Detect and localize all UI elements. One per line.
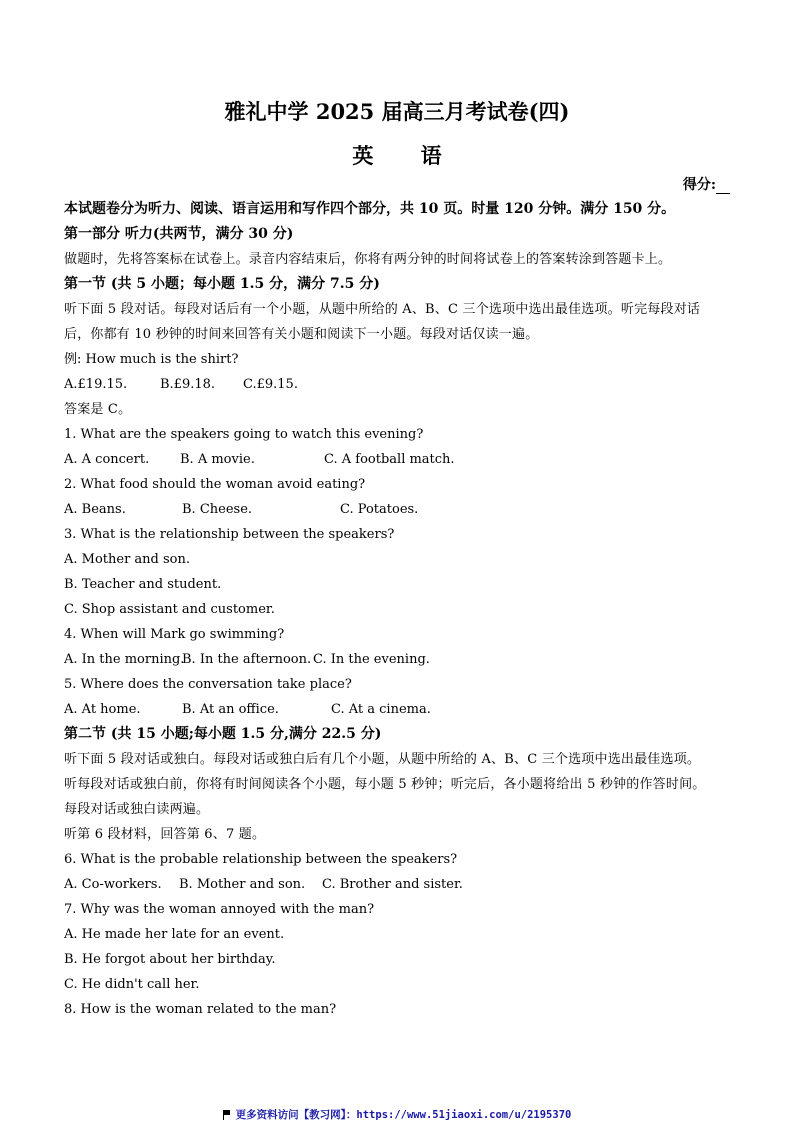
subject-title: 英 语 bbox=[352, 143, 462, 168]
part1-heading: 第一部分 听力(共两节，满分 30 分) bbox=[64, 226, 294, 242]
exam-title: 雅礼中学 2025 届高三月考试卷(四) bbox=[224, 99, 570, 124]
option-c: C. A football match. bbox=[324, 452, 455, 467]
score-label: 得分: bbox=[682, 177, 716, 193]
option-c: C. Shop assistant and customer. bbox=[64, 602, 275, 617]
question-options bbox=[64, 872, 734, 897]
footer-link[interactable] bbox=[0, 1107, 794, 1122]
option-a: A. At home. bbox=[64, 702, 141, 717]
flag-icon bbox=[223, 1110, 231, 1119]
question-stem: 1. What are the speakers going to watch this evening? bbox=[64, 427, 424, 442]
option-a: A. Mother and son. bbox=[64, 552, 191, 567]
option-c: C. At a cinema. bbox=[331, 702, 431, 717]
option-c: C. In the evening. bbox=[313, 652, 430, 667]
question-stem: 2. What food should the woman avoid eating? bbox=[64, 477, 366, 492]
option-b: B. A movie. bbox=[180, 452, 255, 467]
question-options bbox=[64, 697, 734, 722]
example-option-a: A.£19.15. bbox=[64, 377, 128, 392]
option-a: A. A concert. bbox=[64, 452, 150, 467]
option-a: A. In the morning. bbox=[64, 652, 185, 667]
question-options bbox=[64, 447, 734, 472]
example-options bbox=[64, 372, 734, 397]
option-b: B. At an office. bbox=[182, 702, 279, 717]
option-b: B. Teacher and student. bbox=[64, 577, 222, 592]
section1-heading: 第一节 (共 5 小题；每小题 1.5 分，满分 7.5 分) bbox=[64, 276, 380, 292]
option-a: A. He made her late for an event. bbox=[64, 927, 285, 942]
question-stem: 3. What is the relationship between the speakers? bbox=[64, 527, 395, 542]
section1-instruction-cont: 后，你都有 10 秒钟的时间来回答有关小题和阅读下一小题。每段对话仅读一遍。 bbox=[64, 327, 539, 342]
question-options bbox=[64, 497, 734, 522]
example-answer: 答案是 C。 bbox=[64, 402, 132, 417]
question-stem: 8. How is the woman related to the man? bbox=[64, 1002, 337, 1017]
section2-instruction-end: 每段对话或独白读两遍。 bbox=[64, 802, 210, 817]
option-c: C. Brother and sister. bbox=[322, 877, 463, 892]
option-a: A. Co-workers. bbox=[64, 877, 162, 892]
section2-instruction-cont: 听每段对话或独白前，你将有时间阅读各个小题，每小题 5 秒钟；听完后，各小题将给出 5 秒钟的作答时间。 bbox=[64, 777, 706, 792]
exam-content bbox=[64, 197, 734, 1022]
question-options bbox=[64, 647, 734, 672]
option-a: A. Beans. bbox=[64, 502, 126, 517]
option-b: B. Cheese. bbox=[182, 502, 253, 517]
question-stem: 4. When will Mark go swimming? bbox=[64, 627, 285, 642]
option-c: C. He didn't call her. bbox=[64, 977, 200, 992]
option-b: B. He forgot about her birthday. bbox=[64, 952, 276, 967]
score-blank bbox=[716, 177, 730, 194]
part1-instruction: 做题时，先将答案标在试卷上。录音内容结束后，你将有两分钟的时间将试卷上的答案转涂到答题卡上。 bbox=[64, 252, 672, 267]
question-stem: 5. Where does the conversation take place? bbox=[64, 677, 352, 692]
material-note: 听第 6 段材料，回答第 6、7 题。 bbox=[64, 827, 266, 842]
option-b: B. In the afternoon. bbox=[182, 652, 312, 667]
example-option-c: C.£9.15. bbox=[243, 377, 298, 392]
example-option-b: B.£9.18. bbox=[160, 377, 216, 392]
score-field bbox=[683, 174, 730, 194]
intro-text: 本试题卷分为听力、阅读、语言运用和写作四个部分，共 10 页。时量 120 分钟。满分 150 分。 bbox=[64, 201, 676, 217]
section2-heading: 第二节 (共 15 小题;每小题 1.5 分,满分 22.5 分) bbox=[64, 726, 382, 742]
option-c: C. Potatoes. bbox=[340, 502, 419, 517]
section1-instruction: 听下面 5 段对话。每段对话后有一个小题，从题中所给的 A、B、C 三个选项中选出最佳选项。听完每段对话 bbox=[64, 302, 701, 317]
footer-text[interactable]: 更多资料访问【教习网】：https://www.51jiaoxi.com/u/2195370 bbox=[235, 1109, 572, 1121]
question-stem: 6. What is the probable relationship between the speakers? bbox=[64, 852, 458, 867]
option-b: B. Mother and son. bbox=[179, 877, 306, 892]
example-question: 例: How much is the shirt? bbox=[64, 352, 239, 367]
question-stem: 7. Why was the woman annoyed with the man? bbox=[64, 902, 375, 917]
section2-instruction: 听下面 5 段对话或独白。每段对话或独白后有几个小题，从题中所给的 A、B、C 三个选项中选出最佳选项。 bbox=[64, 752, 701, 767]
